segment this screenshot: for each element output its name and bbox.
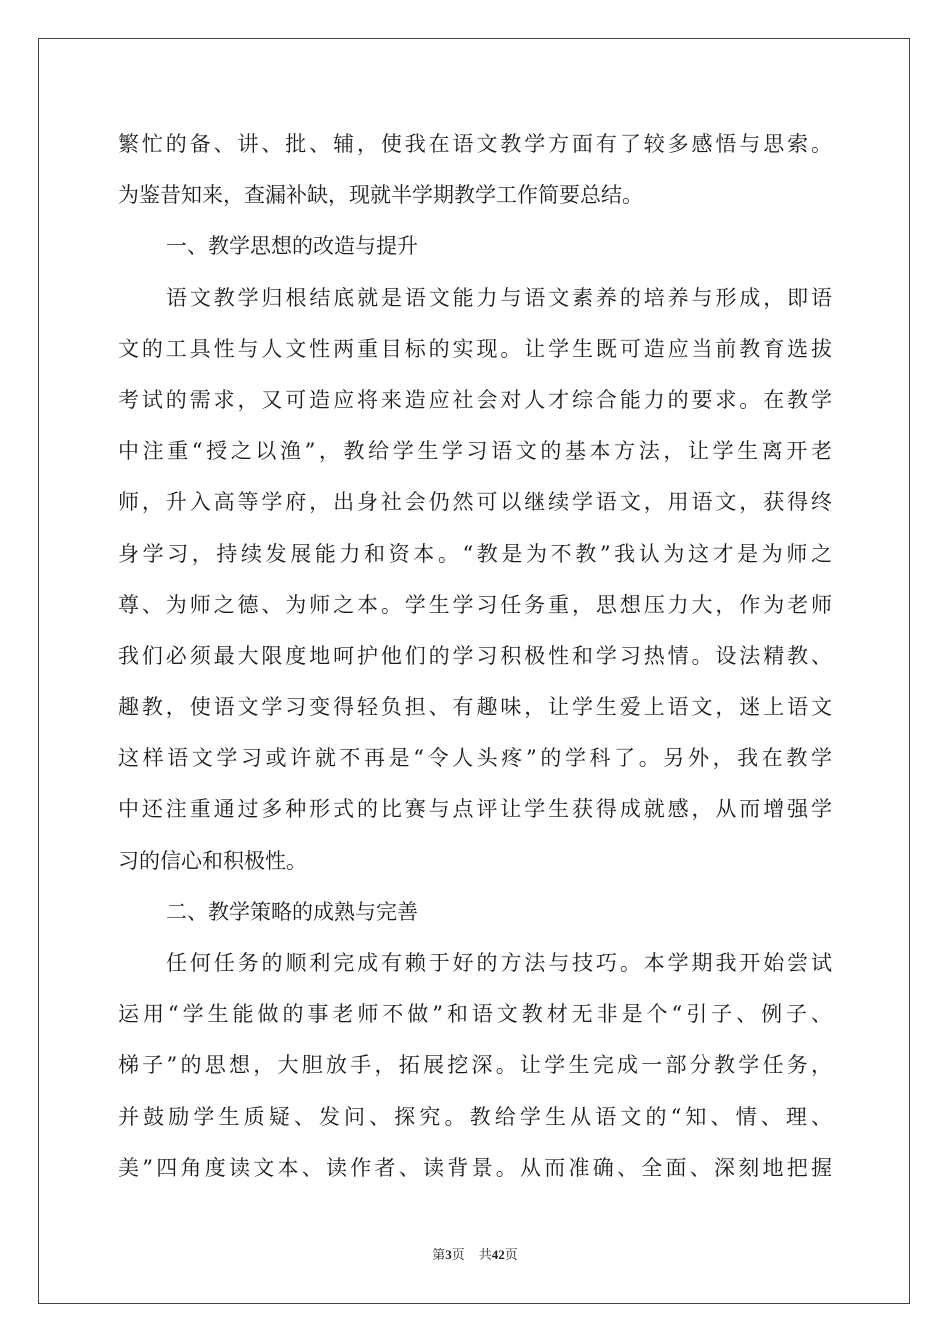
total-pages: 42: [491, 1247, 505, 1262]
page-suffix: 页: [451, 1247, 465, 1262]
text-line: 习的信心和积极性。: [118, 848, 307, 873]
page-footer: [0, 1244, 950, 1263]
text-line: 美”四角度读文本、读作者、读背景。从而准确、全面、深刻地把握: [118, 1155, 832, 1180]
total-suffix: 页: [504, 1247, 518, 1262]
text-line: 考试的需求，又可造应将来造应社会对人才综合能力的要求。在教学: [118, 387, 832, 412]
text-line: 我们必须最大限度地呵护他们的学习积极性和学习热情。设法精教、: [118, 643, 832, 668]
text-line: 二、教学策略的成熟与完善: [166, 899, 418, 924]
text-line: 运用“学生能做的事老师不做”和语文教材无非是个“引子、例子、: [118, 1002, 832, 1027]
text-line: 语文教学归根结底就是语文能力与语文素养的培养与形成，即语: [166, 285, 832, 310]
text-line: 中还注重通过多种形式的比赛与点评让学生获得成就感，从而增强学: [118, 797, 832, 822]
page-prefix: 第: [432, 1247, 446, 1262]
text-line: 任何任务的顺利完成有赖于好的方法与技巧。本学期我开始尝试: [166, 951, 832, 975]
text-line: 中注重“授之以渔”，教给学生学习语文的基本方法，让学生离开老: [118, 439, 832, 464]
text-line: 并鼓励学生质疑、发问、探究。教给学生从语文的“知、情、理、: [118, 1104, 832, 1129]
text-line: 师，升入高等学府，出身社会仍然可以继续学语文，用语文，获得终: [118, 490, 832, 515]
total-prefix: 共: [478, 1247, 492, 1262]
text-line: 这样语文学习或许就不再是“令人头疼”的学科了。另外，我在教学: [118, 746, 832, 771]
document-body: [118, 124, 832, 1199]
text-line: 尊、为师之德、为师之本。学生学习任务重，思想压力大，作为老师: [118, 592, 832, 617]
text-line: 身学习，持续发展能力和资本。“教是为不教”我认为这才是为师之: [118, 541, 832, 566]
text-line: 梯子”的思想，大胆放手，拓展挖深。让学生完成一部分教学任务，: [118, 1053, 832, 1078]
text-line: 趣教，使语文学习变得轻负担、有趣味，让学生爱上语文，迷上语文: [118, 695, 832, 720]
text-line: 文的工具性与人文性两重目标的实现。让学生既可造应当前教育选拔: [118, 336, 832, 361]
text-line: 繁忙的备、讲、批、辅，使我在语文教学方面有了较多感悟与思索。: [118, 132, 832, 156]
page-number: 3: [445, 1247, 452, 1262]
text-line: 一、教学思想的改造与提升: [166, 234, 418, 259]
text-line: 为鉴昔知来，查漏补缺，现就半学期教学工作简要总结。: [118, 183, 643, 208]
